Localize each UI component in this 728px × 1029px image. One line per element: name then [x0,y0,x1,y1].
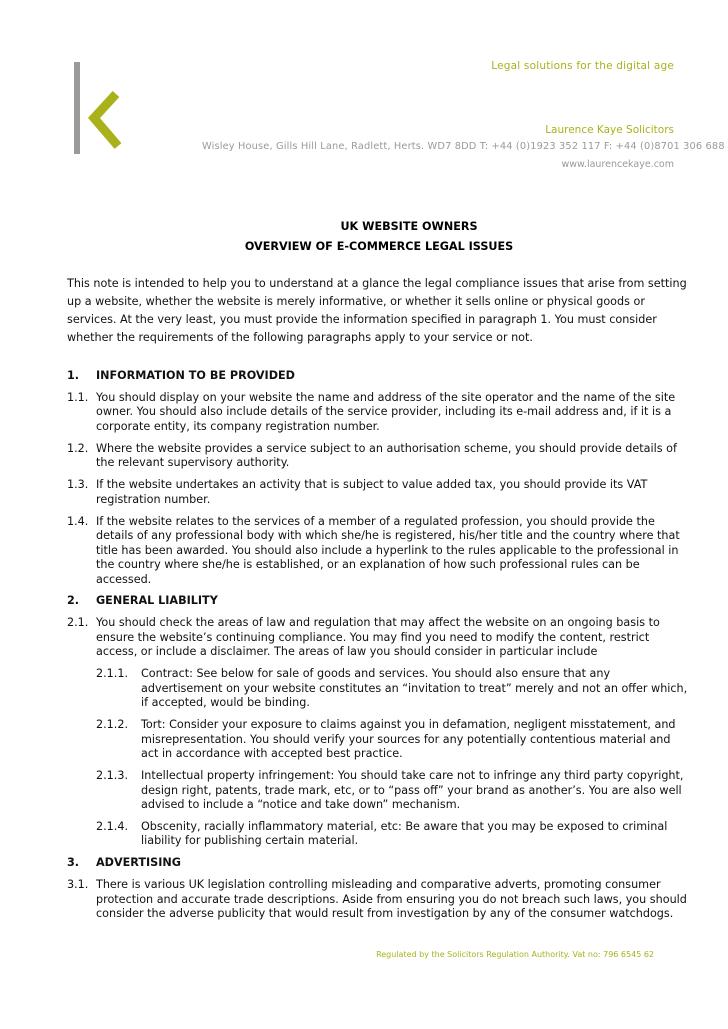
section-heading: 3. ADVERTISING [67,856,181,870]
intro-paragraph: This note is intended to help you to understand at a glance the legal compliance issues that arise from setting up a website, whether the website is merely informative, or whether it sells online or physical goods or services. At the very least, you must provide the information specified in paragraph 1. You must consider whether the requirements of the following paragraphs apply to your service or not. [67,277,687,344]
regulation-footer: Regulated by the Solicitors Regulation Authority. Vat no: 796 6545 62 [376,950,654,959]
tagline: Legal solutions for the digital age [491,60,674,72]
subclause: 2.1.4. Obscenity, racially inflammatory material, etc: Be aware that you may be exposed to criminal liability for publishing certain material. [96,819,668,848]
clause: 2.1. You should check the areas of law and regulation that may affect the website on an ongoing basis to ensure the website’s continuing compliance. You may find you need to modify the content, restrict access, or include a disclaimer. The areas of law you should consider in particular include [67,616,660,659]
firm-website[interactable]: www.laurencekaye.com [561,159,674,170]
clause: 1.3. If the website undertakes an activity that is subject to value added tax, you should provide its VAT registration number. [67,478,648,506]
subclause: 2.1.1. Contract: See below for sale of goods and services. You should also ensure that any advertisement on your website constitutes an “invitation to treat” merely and not an offer which, if accepted, would be binding. [96,667,688,710]
document-subtitle: OVERVIEW OF E-COMMERCE LEGAL ISSUES [244,240,514,253]
firm-name: Laurence Kaye Solicitors [545,124,674,136]
clause-list [67,369,689,929]
clause: 1.4. If the website relates to the services of a member of a regulated profession, you should provide the details of any professional body with which she/he is registered, his/her title and the country where that title has been awarded. You should also include a hyperlink to the rules applicable to the professional in the country where she/he is established, or an explanation of how such professional rules can be accessed. [67,514,680,586]
section-heading: 1. INFORMATION TO BE PROVIDED [67,369,295,382]
document-title: UK WEBSITE OWNERS [340,220,478,233]
clause: 1.2. Where the website provides a service subject to an authorisation scheme, you should provide details of the relevant supervisory authority. [67,441,677,470]
clause: 3.1. There is various UK legislation controlling misleading and comparative adverts, promoting consumer protection and accurate trade descriptions. Aside from ensuring you do not breach such laws, you should consider the adverse publicity that would result from investigation by any of the consumer watchdogs. [67,878,687,921]
subclause: 2.1.2. Tort: Consider your exposure to claims against you in defamation, negligent misstatement, and misrepresentation. You should verify your sources for any potentially contentious material and act in accordance with accepted best practice. [96,718,676,761]
k-logo-icon [70,60,130,160]
firm-address: Wisley House, Gills Hill Lane, Radlett, Herts. WD7 8DD T: +44 (0)1923 352 117 F: +44 (0)8701 306 688 [202,141,725,152]
subclause: 2.1.3. Intellectual property infringement: You should take care not to infringe any third party copyright, design right, patents, trade mark, etc, or to “pass off” your brand as another’s. You are also well advised to include a “notice and take down” mechanism. [96,769,684,812]
section-heading: 2. GENERAL LIABILITY [67,594,218,608]
clause: 1.1. You should display on your website the name and address of the site operator and the name of the site owner. You should also include details of the service provider, including its e-mail address and, if it is a corporate entity, its company registration number. [67,390,676,433]
